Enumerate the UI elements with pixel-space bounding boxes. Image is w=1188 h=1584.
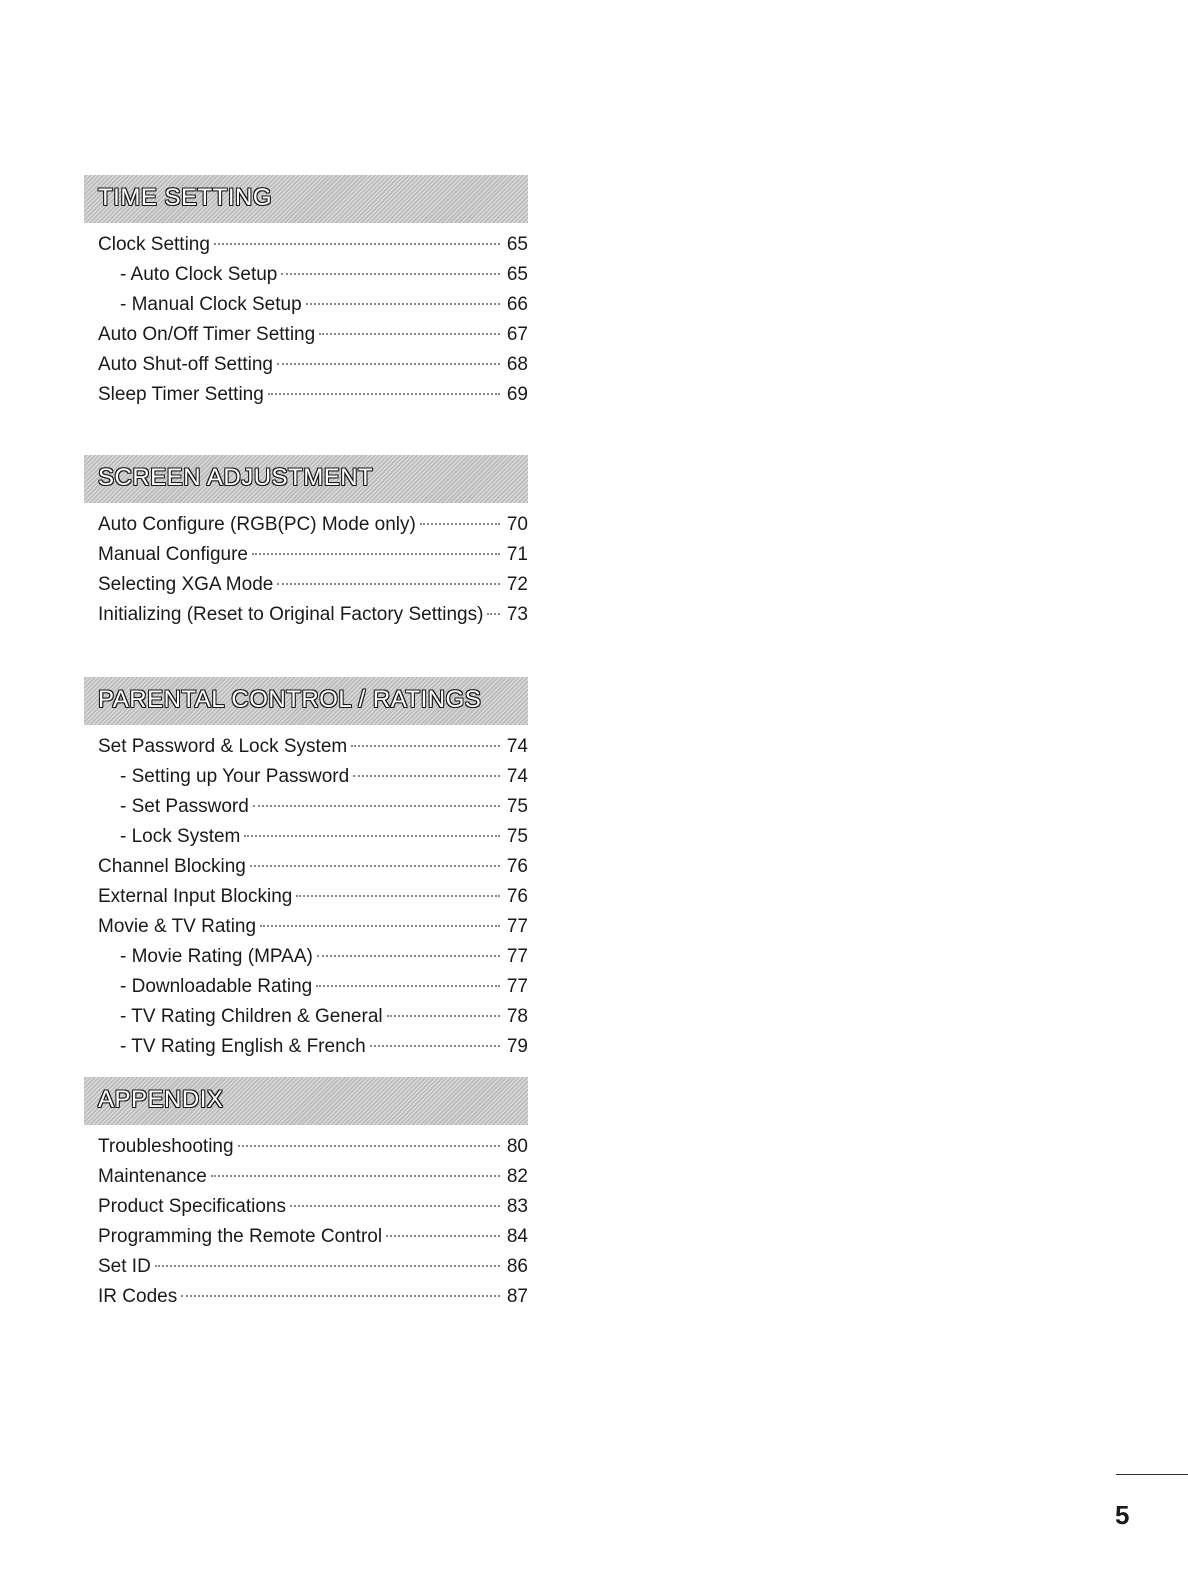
toc-section-time-setting bbox=[84, 175, 528, 410]
toc-entry[interactable] bbox=[84, 1222, 528, 1252]
toc-entry-label: External Input Blocking bbox=[98, 886, 293, 907]
toc-entry-page: 75 bbox=[506, 796, 528, 817]
toc-entry-label: Clock Setting bbox=[98, 234, 210, 255]
toc-entry[interactable] bbox=[84, 510, 528, 540]
toc-subentry[interactable] bbox=[84, 1002, 528, 1032]
toc-entry-page: 69 bbox=[506, 384, 528, 405]
toc-subentry[interactable] bbox=[84, 260, 528, 290]
toc-entry[interactable] bbox=[84, 320, 528, 350]
toc-entry-label: Troubleshooting bbox=[98, 1136, 234, 1157]
dot-leader bbox=[487, 613, 500, 615]
toc-entry-label: - Lock System bbox=[120, 826, 241, 847]
toc-entry-page: 84 bbox=[506, 1226, 528, 1247]
dot-leader bbox=[155, 1265, 500, 1267]
section-title: PARENTAL CONTROL / RATINGS bbox=[98, 686, 482, 713]
toc-list bbox=[84, 510, 528, 630]
toc-entry-label: Sleep Timer Setting bbox=[98, 384, 264, 405]
toc-entry-page: 70 bbox=[506, 514, 528, 535]
toc-entry-page: 82 bbox=[506, 1166, 528, 1187]
toc-entry[interactable] bbox=[84, 1162, 528, 1192]
toc-entry-page: 72 bbox=[506, 574, 528, 595]
section-title: SCREEN ADJUSTMENT bbox=[98, 464, 374, 491]
toc-entry-label: - TV Rating English & French bbox=[120, 1036, 366, 1057]
toc-entry-page: 66 bbox=[506, 294, 528, 315]
toc-entry-page: 74 bbox=[506, 766, 528, 787]
toc-entry[interactable] bbox=[84, 1132, 528, 1162]
dot-leader bbox=[316, 985, 500, 987]
toc-list bbox=[84, 230, 528, 410]
toc-entry-page: 65 bbox=[506, 234, 528, 255]
toc-entry-page: 83 bbox=[506, 1196, 528, 1217]
toc-entry-page: 77 bbox=[506, 946, 528, 967]
toc-entry-label: Channel Blocking bbox=[98, 856, 246, 877]
toc-entry-label: - Set Password bbox=[120, 796, 249, 817]
toc-entry-page: 76 bbox=[506, 856, 528, 877]
footer-rule bbox=[1116, 1474, 1188, 1475]
section-banner bbox=[84, 677, 528, 725]
dot-leader bbox=[420, 523, 500, 525]
toc-entry-label: Programming the Remote Control bbox=[98, 1226, 383, 1247]
toc-entry-label: - Manual Clock Setup bbox=[120, 294, 302, 315]
section-banner bbox=[84, 455, 528, 503]
toc-entry-label: Auto On/Off Timer Setting bbox=[98, 324, 316, 345]
toc-subentry[interactable] bbox=[84, 942, 528, 972]
toc-subentry[interactable] bbox=[84, 822, 528, 852]
dot-leader bbox=[211, 1175, 500, 1177]
toc-entry-label: Selecting XGA Mode bbox=[98, 574, 274, 595]
toc-entry[interactable] bbox=[84, 350, 528, 380]
section-banner bbox=[84, 175, 528, 223]
toc-entry-page: 79 bbox=[506, 1036, 528, 1057]
toc-entry-page: 73 bbox=[506, 604, 528, 625]
toc-entry-label: Initializing (Reset to Original Factory Settings) bbox=[98, 604, 484, 625]
toc-section-parental-control bbox=[84, 677, 528, 1062]
toc-entry[interactable] bbox=[84, 230, 528, 260]
toc-entry-page: 80 bbox=[506, 1136, 528, 1157]
toc-entry[interactable] bbox=[84, 1192, 528, 1222]
toc-list bbox=[84, 1132, 528, 1312]
toc-entry-label: - Setting up Your Password bbox=[120, 766, 350, 787]
toc-entry[interactable] bbox=[84, 1252, 528, 1282]
toc-entry-page: 68 bbox=[506, 354, 528, 375]
toc-entry-label: Movie & TV Rating bbox=[98, 916, 257, 937]
toc-entry-page: 74 bbox=[506, 736, 528, 757]
toc-entry-label: Set ID bbox=[98, 1256, 151, 1277]
toc-entry-label: - Movie Rating (MPAA) bbox=[120, 946, 313, 967]
dot-leader bbox=[281, 273, 500, 275]
toc-entry-page: 77 bbox=[506, 976, 528, 997]
dot-leader bbox=[244, 835, 500, 837]
toc-entry-label: Auto Shut-off Setting bbox=[98, 354, 273, 375]
dot-leader bbox=[277, 363, 500, 365]
section-title: APPENDIX bbox=[98, 1086, 224, 1113]
toc-entry-page: 78 bbox=[506, 1006, 528, 1027]
toc-entry-label: - Downloadable Rating bbox=[120, 976, 313, 997]
toc-entry[interactable] bbox=[84, 540, 528, 570]
toc-entry[interactable] bbox=[84, 600, 528, 630]
toc-section-screen-adjustment bbox=[84, 455, 528, 630]
toc-entry[interactable] bbox=[84, 852, 528, 882]
toc-entry-label: Set Password & Lock System bbox=[98, 736, 348, 757]
toc-subentry[interactable] bbox=[84, 762, 528, 792]
dot-leader bbox=[253, 805, 500, 807]
toc-entry[interactable] bbox=[84, 1282, 528, 1312]
section-title: TIME SETTING bbox=[98, 184, 272, 211]
toc-subentry[interactable] bbox=[84, 290, 528, 320]
toc-entry-page: 75 bbox=[506, 826, 528, 847]
dot-leader bbox=[252, 553, 500, 555]
toc-entry-label: Auto Configure (RGB(PC) Mode only) bbox=[98, 514, 416, 535]
toc-entry-page: 87 bbox=[506, 1286, 528, 1307]
dot-leader bbox=[260, 925, 500, 927]
toc-entry-label: Product Specifications bbox=[98, 1196, 286, 1217]
dot-leader bbox=[351, 745, 500, 747]
toc-entry-page: 86 bbox=[506, 1256, 528, 1277]
toc-entry-label: Manual Configure bbox=[98, 544, 248, 565]
toc-subentry[interactable] bbox=[84, 972, 528, 1002]
dot-leader bbox=[214, 243, 500, 245]
dot-leader bbox=[306, 303, 500, 305]
dot-leader bbox=[268, 393, 500, 395]
toc-entry[interactable] bbox=[84, 732, 528, 762]
toc-entry[interactable] bbox=[84, 912, 528, 942]
toc-entry-page: 71 bbox=[506, 544, 528, 565]
toc-entry-label: IR Codes bbox=[98, 1286, 178, 1307]
toc-subentry[interactable] bbox=[84, 792, 528, 822]
toc-list bbox=[84, 732, 528, 1062]
toc-entry-page: 77 bbox=[506, 916, 528, 937]
dot-leader bbox=[277, 583, 500, 585]
toc-entry-page: 67 bbox=[506, 324, 528, 345]
dot-leader bbox=[353, 775, 500, 777]
toc-entry-page: 65 bbox=[506, 264, 528, 285]
dot-leader bbox=[181, 1295, 500, 1297]
dot-leader bbox=[386, 1235, 500, 1237]
section-banner bbox=[84, 1077, 528, 1125]
dot-leader bbox=[238, 1145, 500, 1147]
dot-leader bbox=[290, 1205, 500, 1207]
toc-subentry[interactable] bbox=[84, 1032, 528, 1062]
toc-entry-label: - Auto Clock Setup bbox=[120, 264, 278, 285]
page-number: 5 bbox=[1115, 1500, 1130, 1530]
toc-section-appendix bbox=[84, 1077, 528, 1312]
dot-leader bbox=[370, 1045, 500, 1047]
dot-leader bbox=[317, 955, 500, 957]
dot-leader bbox=[296, 895, 500, 897]
dot-leader bbox=[319, 333, 500, 335]
toc-entry-label: - TV Rating Children & General bbox=[120, 1006, 383, 1027]
dot-leader bbox=[250, 865, 500, 867]
dot-leader bbox=[387, 1015, 500, 1017]
toc-entry-label: Maintenance bbox=[98, 1166, 207, 1187]
toc-entry[interactable] bbox=[84, 882, 528, 912]
toc-entry[interactable] bbox=[84, 380, 528, 410]
toc-entry-page: 76 bbox=[506, 886, 528, 907]
toc-entry[interactable] bbox=[84, 570, 528, 600]
